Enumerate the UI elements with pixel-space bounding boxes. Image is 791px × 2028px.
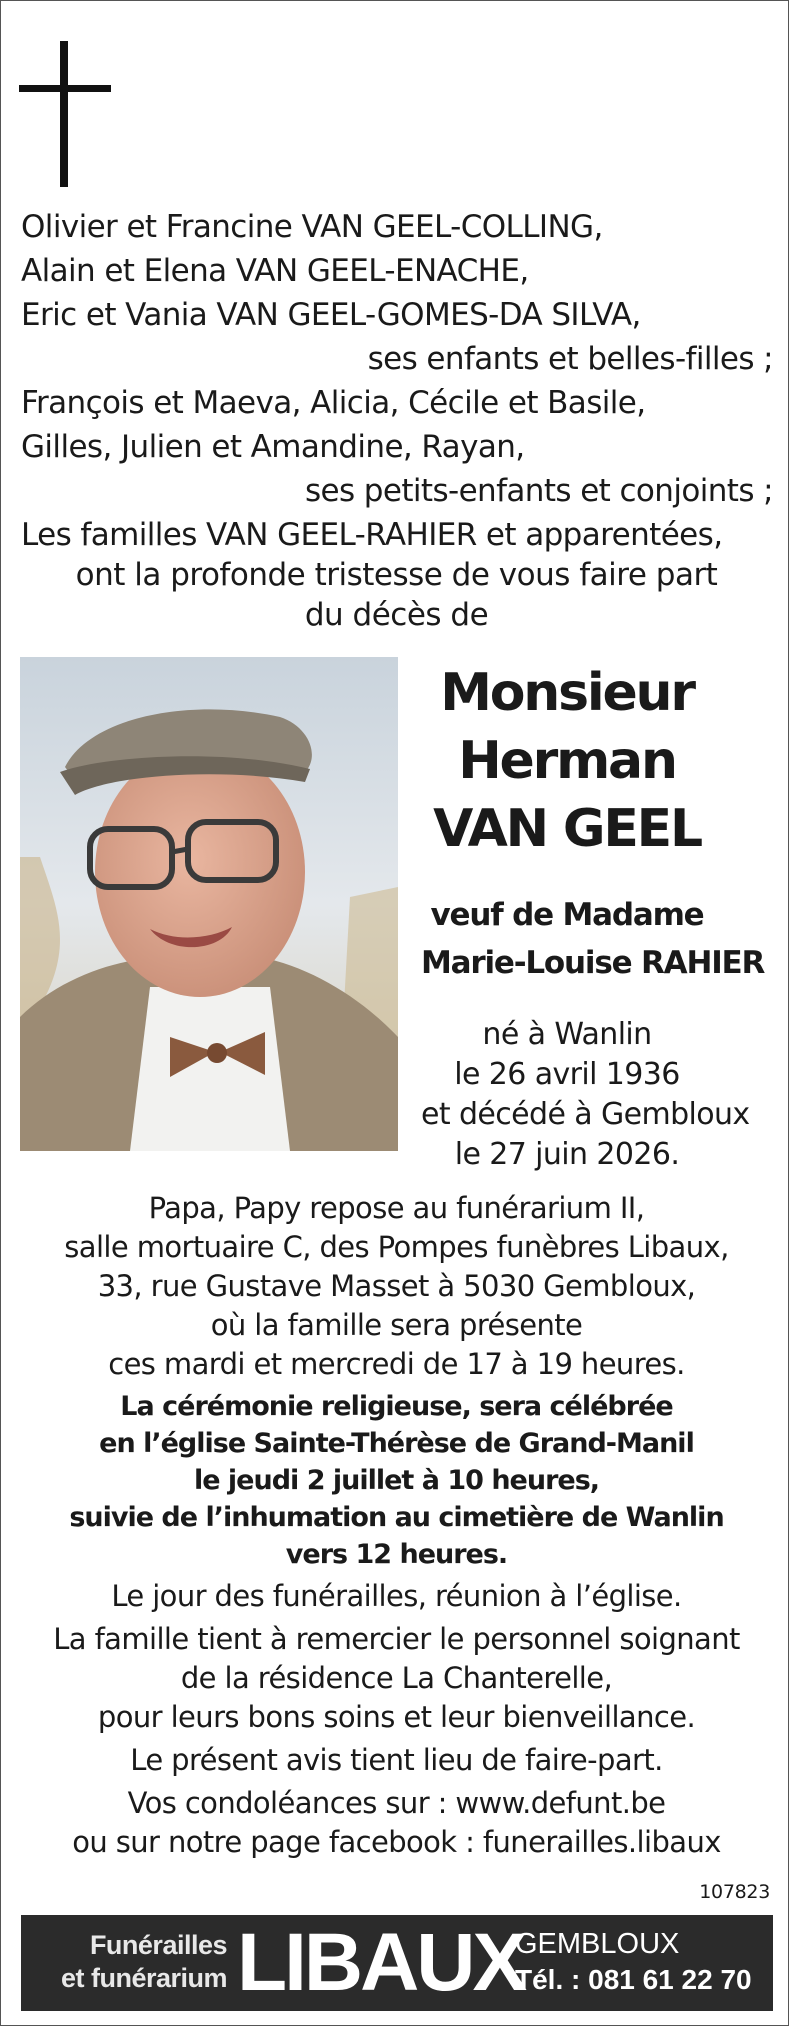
- thanks-line: pour leurs bons soins et leur bienveillance.: [97, 1700, 696, 1734]
- birth-date: le 26 avril 1936: [454, 1057, 680, 1092]
- banner-city: GEMBLOUX: [515, 1928, 680, 1960]
- cross-icon: [19, 41, 111, 187]
- portrait-photo: [20, 657, 398, 1151]
- ceremony-line: le jeudi 2 juillet à 10 heures,: [193, 1465, 600, 1496]
- ceremony-line: suivie de l’inhumation au cimetière de Wanlin: [69, 1502, 724, 1533]
- tagline-line: Funérailles: [89, 1930, 227, 1960]
- wake-line: où la famille sera présente: [210, 1308, 583, 1342]
- family-line: Olivier et Francine VAN GEEL-COLLING,: [21, 209, 603, 245]
- intro-line: du décès de: [304, 597, 489, 633]
- birth-place: né à Wanlin: [482, 1017, 652, 1052]
- last-name: VAN GEEL: [433, 799, 701, 859]
- life-dates: [421, 1015, 750, 1175]
- spouse-info: [421, 891, 765, 987]
- condolences-line: Vos condoléances sur : www.defunt.be: [127, 1786, 666, 1820]
- wake-line: salle mortuaire C, des Pompes funèbres Libaux,: [64, 1230, 729, 1264]
- intro-line: ont la profonde tristesse de vous faire part: [75, 557, 718, 593]
- notice-line: Le présent avis tient lieu de faire-part.: [130, 1743, 663, 1777]
- deceased-name: [421, 659, 713, 863]
- family-role: ses enfants et belles-filles ;: [367, 341, 773, 377]
- banner-tagline: [37, 1929, 227, 1995]
- death-place: et décédé à Gembloux: [421, 1097, 750, 1132]
- reunion-line: Le jour des funérailles, réunion à l’église.: [111, 1579, 682, 1613]
- family-list: [21, 205, 773, 557]
- banner-phone: Tél. : 081 61 22 70: [515, 1964, 752, 1995]
- honorific: Monsieur: [440, 663, 694, 723]
- family-line: Eric et Vania VAN GEEL-GOMES-DA SILVA,: [21, 297, 641, 333]
- thanks-line: La famille tient à remercier le personnel soignant: [53, 1622, 740, 1656]
- spouse-line: veuf de Madame: [430, 897, 704, 933]
- ceremony-line: en l’église Sainte-Thérèse de Grand-Manil: [99, 1428, 694, 1459]
- funeral-details: [1, 1189, 791, 1862]
- family-line: Gilles, Julien et Amandine, Rayan,: [21, 429, 525, 465]
- death-date: le 27 juin 2026.: [454, 1137, 680, 1172]
- wake-line: 33, rue Gustave Masset à 5030 Gembloux,: [97, 1269, 696, 1303]
- ceremony-line: vers 12 heures.: [285, 1539, 508, 1570]
- wake-line: Papa, Papy repose au funérarium II,: [148, 1191, 645, 1225]
- announcement-intro: [1, 555, 791, 635]
- thanks-line: de la résidence La Chanterelle,: [180, 1661, 613, 1695]
- brand-name: LIBAUX: [237, 1917, 525, 2008]
- family-line: Alain et Elena VAN GEEL-ENACHE,: [21, 253, 529, 289]
- spouse-line: Marie-Louise RAHIER: [421, 945, 765, 981]
- ceremony-line: La cérémonie religieuse, sera célébrée: [120, 1391, 673, 1422]
- first-name: Herman: [458, 731, 676, 791]
- tagline-line: et funérarium: [60, 1963, 227, 1993]
- family-role: ses petits-enfants et conjoints ;: [304, 473, 773, 509]
- family-line: François et Maeva, Alicia, Cécile et Basile,: [21, 385, 646, 421]
- funeral-home-banner: [21, 1915, 773, 2011]
- condolences-line: ou sur notre page facebook : funerailles.libaux: [72, 1825, 721, 1859]
- wake-line: ces mardi et mercredi de 17 à 19 heures.: [108, 1347, 685, 1381]
- reference-number: 107823: [699, 1881, 770, 1903]
- family-line: Les familles VAN GEEL-RAHIER et apparentées,: [21, 517, 723, 553]
